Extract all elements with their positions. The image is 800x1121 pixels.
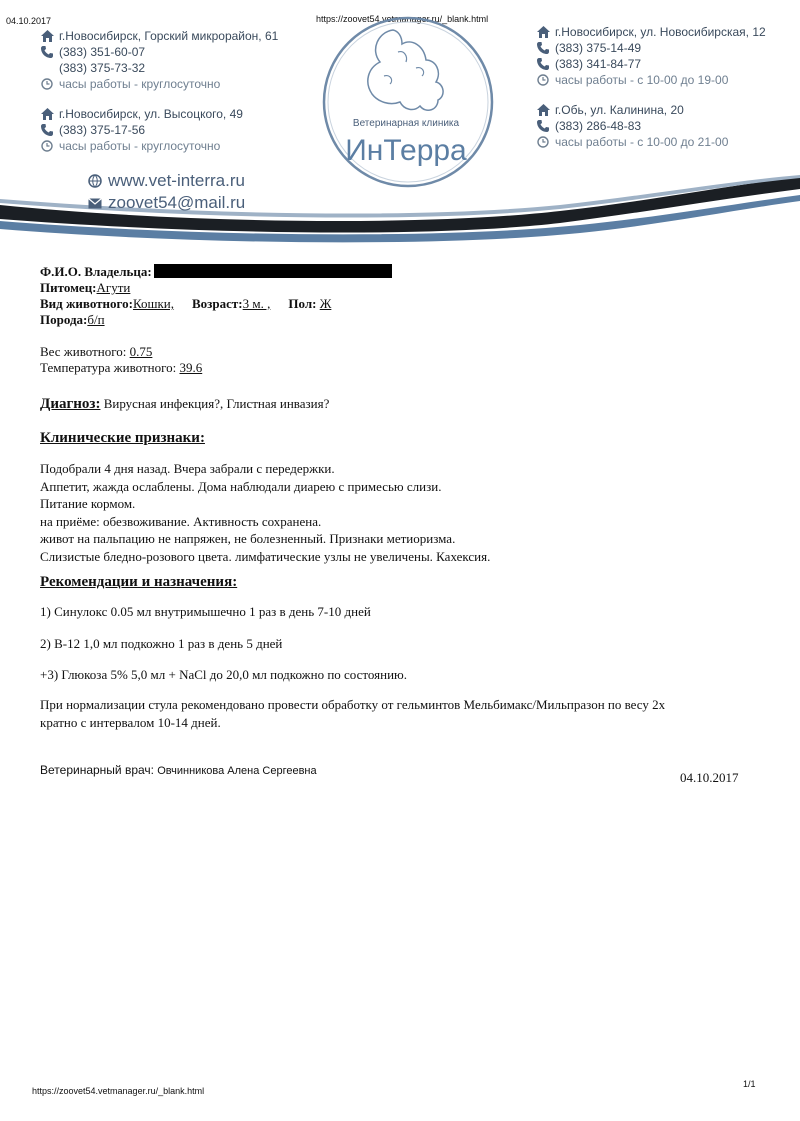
phone-icon <box>536 58 550 70</box>
weight-label: Вес животного: <box>40 344 127 359</box>
diagnosis-label: Диагноз: <box>40 396 101 412</box>
phone-icon <box>40 46 54 58</box>
home-icon <box>536 104 550 116</box>
clinical-line: Аппетит, жажда ослаблены. Дома наблюдали диарею с примесью слизи. <box>40 478 442 494</box>
branch-vysotskogo <box>40 106 278 154</box>
temp-label: Температура животного: <box>40 360 177 375</box>
owner-label: Ф.И.О. Владельца: <box>40 264 152 279</box>
pet-label: Питомец: <box>40 280 97 295</box>
species-value: Кошки, <box>132 296 175 311</box>
branch-phone: (383) 375-14-49 <box>555 41 642 55</box>
clock-icon <box>40 140 54 152</box>
temp-value: 39.6 <box>179 360 203 375</box>
signature <box>40 762 317 779</box>
footer-url: https://zoovet54.vetmanager.ru/_blank.html <box>32 1086 205 1096</box>
recommendation-item: 2) В-12 1,0 мл подкожно 1 раз в день 5 дней <box>40 636 283 651</box>
note-line: кратно с интервалом 10-14 дней. <box>40 715 221 730</box>
clinical-line: Слизистые бледно-розового цвета. лимфатические узлы не увеличены. Кахексия. <box>40 548 491 564</box>
sex-value: Ж <box>319 296 332 311</box>
home-icon <box>536 26 550 38</box>
diagnosis-text: Вирусная инфекция?, Глистная инвазия? <box>103 396 330 411</box>
note-line: При нормализации стула рекомендовано провести обработку от гельминтов Мельбимакс/Мильпразон по весу 2х <box>40 697 666 712</box>
mail-icon <box>88 198 104 209</box>
globe-icon <box>88 174 104 188</box>
branch-novosibirskaya <box>536 24 766 88</box>
phone-icon <box>536 42 550 54</box>
branch-address: г.Новосибирск, Горский микрорайон, 61 <box>59 29 279 43</box>
clinical-lines <box>40 460 490 565</box>
diagnosis <box>40 396 329 412</box>
logo-subtitle: Ветеринарная клиника <box>352 118 460 129</box>
branch-address: г.Новосибирск, ул. Высоцкого, 49 <box>59 107 243 121</box>
print-url: https://zoovet54.vetmanager.ru/_blank.html <box>316 14 489 24</box>
print-date: 04.10.2017 <box>6 16 52 26</box>
clinical-line: Питание кормом. <box>40 496 136 511</box>
contacts-web <box>88 170 245 214</box>
branch-phone: (383) 341-84-77 <box>555 57 642 71</box>
branch-phone: (383) 351-60-07 <box>59 45 146 59</box>
home-icon <box>40 108 54 120</box>
signature-label: Ветеринарный врач: <box>40 763 154 777</box>
recommendations-section <box>40 574 237 590</box>
patient-info <box>40 264 392 328</box>
clinical-section <box>40 430 205 446</box>
footer-page: 1/1 <box>743 1079 756 1089</box>
owner-name-redacted <box>154 264 392 278</box>
clock-icon <box>536 74 550 86</box>
breed-value: б/п <box>87 312 105 327</box>
branch-phone: (383) 375-73-32 <box>59 61 146 75</box>
clinical-line: на приёме: обезвоживание. Активность сохранена. <box>40 513 322 529</box>
age-label: Возраст: <box>192 296 243 311</box>
sex-label: Пол: <box>288 296 317 311</box>
species-label: Вид животного: <box>40 296 133 311</box>
branches-right <box>536 24 766 150</box>
branch-hours: часы работы - круглосуточно <box>59 77 221 91</box>
breed-label: Порода: <box>40 312 88 327</box>
branch-address: г.Обь, ул. Калинина, 20 <box>555 103 684 117</box>
branch-hours: часы работы - с 10-00 до 19-00 <box>555 73 729 87</box>
clock-icon <box>40 78 54 90</box>
branch-phone: (383) 286-48-83 <box>555 119 642 133</box>
logo-name: ИнТерра <box>345 134 467 167</box>
recommendation-item: +3) Глюкоза 5% 5,0 мл + NaCl до 20,0 мл подкожно по состоянию. <box>40 667 408 682</box>
home-icon <box>40 30 54 42</box>
recommendation-note <box>40 696 665 732</box>
phone-icon <box>40 124 54 136</box>
weight-value: 0.75 <box>129 344 153 359</box>
clinic-logo <box>308 10 518 195</box>
email-link[interactable]: zoovet54@mail.ru <box>108 193 246 212</box>
recommendation-item: 1) Синулокс 0.05 мл внутримышечно 1 раз в день 7-10 дней <box>40 604 371 619</box>
branch-gorsky <box>40 28 278 92</box>
pet-value: Агути <box>96 280 131 295</box>
clinical-line: живот на пальпацию не напряжен, не болезненный. Признаки метиоризма. <box>40 531 456 546</box>
branch-hours: часы работы - круглосуточно <box>59 139 221 153</box>
recommendations-title: Рекомендации и назначения: <box>40 574 238 590</box>
website-link[interactable]: www.vet-interra.ru <box>108 171 245 190</box>
branch-ob <box>536 102 766 150</box>
branch-hours: часы работы - с 10-00 до 21-00 <box>555 135 729 149</box>
branch-address: г.Новосибирск, ул. Новосибирская, 12 <box>555 25 766 39</box>
clinical-title: Клинические признаки: <box>40 430 205 446</box>
vitals <box>40 344 202 376</box>
clinical-line: Подобрали 4 дня назад. Вчера забрали с передержки. <box>40 461 335 476</box>
branch-phone: (383) 375-17-56 <box>59 123 146 137</box>
phone-icon <box>536 120 550 132</box>
signature-date: 04.10.2017 <box>680 770 739 785</box>
branches-left <box>40 28 278 154</box>
clock-icon <box>536 136 550 148</box>
signature-name: Овчинникова Алена Сергеевна <box>157 765 317 777</box>
age-value: 3 м. , <box>242 296 271 311</box>
